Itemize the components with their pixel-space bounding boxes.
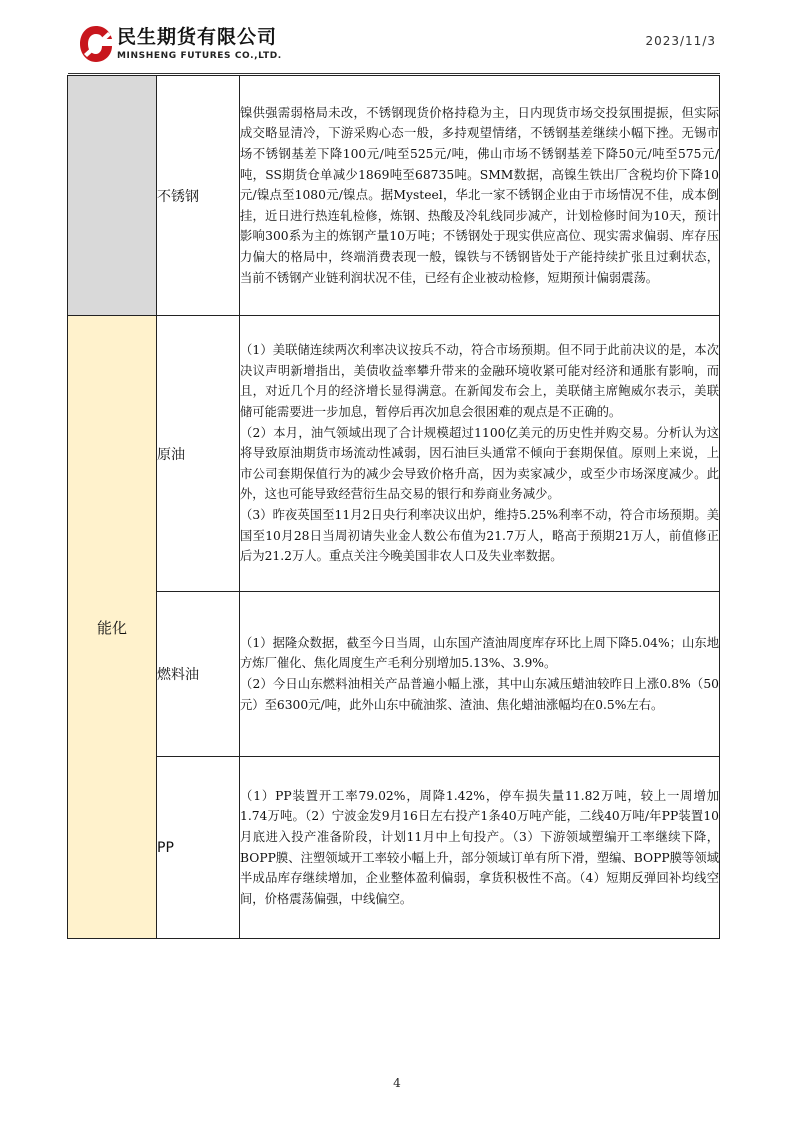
header-divider (68, 73, 720, 74)
commodity-commentary-table (67, 75, 720, 939)
minsheng-logo-icon (78, 24, 114, 64)
commentary-paragraph: （1）PP装置开工率79.02%，周降1.42%，停车损失量11.82万吨，较上一周增加1.74万吨。（2）宁波金发9月16日左右投产1条40万吨产能，二线40万吨/年PP装置10月底进入投产准备阶段，计划11月中上旬投产。（3）下游领域塑编开工率继续下降，BOPP膜、注塑领域开工率较小幅上升，部分领域订单有所下滑，塑编、BOPP膜等领域半成品库存继续增加，企业整体盈利偏弱，拿货积极性不高。（4）短期反弹回补均线空间，价格震荡偏强，中线偏空。 (240, 788, 719, 906)
commentary-paragraph: （2）本月，油气领域出现了合计规模超过1100亿美元的历史性并购交易。分析认为这将导致原油期货市场流动性减弱，因石油巨头通常不倾向于套期保值。原则上来说，上市公司套期保值行为的减少会导致价格升高，因为卖家减少，或至少市场深度减少。此外，这也可能导致经营衍生品交易的银行和券商业务减少。 (240, 425, 719, 502)
commentary-paragraph: （2）今日山东燃料油相关产品普遍小幅上涨，其中山东减压蜡油较昨日上涨0.8%（50元）至6300元/吨，此外山东中硫油浆、渣油、焦化蜡油涨幅均在0.5%左右。 (240, 677, 719, 712)
product-name: 燃料油 (157, 592, 240, 757)
commentary-paragraph: 镍供强需弱格局未改，不锈钢现货价格持稳为主，日内现货市场交投氛围提振，但实际成交略显清冷，下游采购心态一般，多持观望情绪，不锈钢基差继续小幅下挫。无锡市场不锈钢基差下降100元/吨至525元/吨，佛山市场不锈钢基差下降50元/吨至575元/吨，SS期货仓单减少1869吨至68735吨。SMM数据，高镍生铁出厂含税均价下降10元/镍点至1080元/镍点。据Mysteel，华北一家不锈钢企业由于市场情况不佳，成本倒挂，近日进行热连轧检修，炼钢、热酸及冷轧线同步减产，计划检修时间为10天，预计影响300系为主的炼钢产量10万吨；不锈钢处于现实供应高位、现实需求偏弱、库存压力偏大的格局中，终端消费表现一般，镍铁与不锈钢皆处于产能持续扩张且过剩状态，当前不锈钢产业链利润状况不佳，已经有企业被动检修，短期预计偏弱震荡。 (240, 105, 719, 285)
product-name: 不锈钢 (157, 76, 240, 316)
company-name-en: MINSHENG FUTURES CO.,LTD. (117, 51, 282, 61)
table-row (68, 76, 720, 316)
company-name-cn: 民生期货有限公司 (117, 26, 278, 48)
product-commentary (240, 757, 720, 939)
commentary-paragraph: （3）昨夜英国至11月2日央行利率决议出炉，维持5.25%利率不动，符合市场预期。美国至10月28日当周初请失业金人数公布值为21.7万人，略高于预期21万人，前值修正后为21.2万人。重点关注今晚美国非农人口及失业率数据。 (240, 507, 719, 564)
product-commentary (240, 76, 720, 316)
page-header (0, 0, 794, 76)
product-commentary (240, 592, 720, 757)
page-number: 4 (393, 1076, 401, 1090)
report-date: 2023/11/3 (645, 34, 716, 48)
product-name: 原油 (157, 316, 240, 592)
table-row (68, 757, 720, 939)
table-row (68, 592, 720, 757)
commentary-paragraph: （1）据隆众数据，截至今日当周，山东国产渣油周度库存环比上周下降5.04%；山东地方炼厂催化、焦化周度生产毛利分别增加5.13%、3.9%。 (240, 635, 719, 671)
product-name: PP (157, 757, 240, 939)
sector-cell: 能化 (68, 316, 157, 939)
commentary-paragraph: （1）美联储连续两次利率决议按兵不动，符合市场预期。但不同于此前决议的是，本次决议声明新增指出，美债收益率攀升带来的金融环境收紧可能对经济和通胀有影响，而且，对近几个月的经济增长显得满意。在新闻发布会上，美联储主席鲍威尔表示，美联储可能需要进一步加息，暂停后再次加息会很困难的观点是不正确的。 (240, 343, 719, 420)
sector-cell (68, 76, 157, 316)
table-row (68, 316, 720, 592)
product-commentary (240, 316, 720, 592)
